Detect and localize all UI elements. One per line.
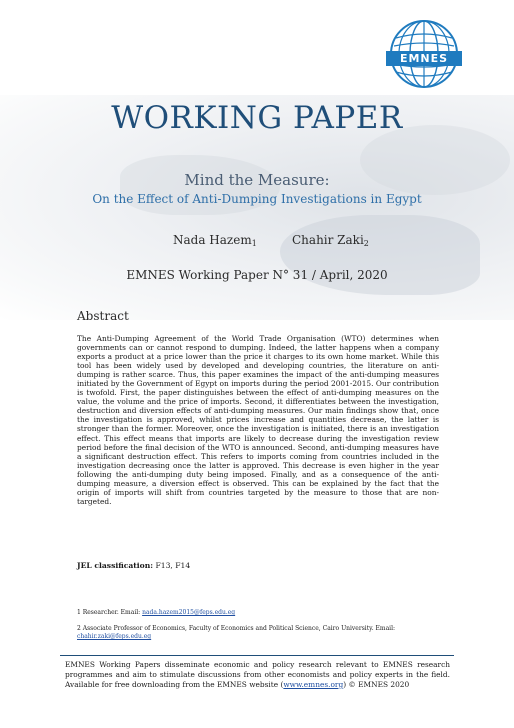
footnote-mark: 2 [77,625,81,632]
footer-text: EMNES Working Papers disseminate economic and policy research relevant to EMNES research programmes and aim to stimulate discussions from other economists and policy experts in the field. Available for free downloading from the EMNES website ( [65,660,450,689]
footer-copyright: ) © EMNES 2020 [343,680,410,689]
paper-subtitle: On the Effect of Anti-Dumping Investigations in Egypt [92,192,422,206]
map-shape [280,215,480,295]
jel-codes: F13, F14 [153,561,191,570]
email-link[interactable]: nada.hazem2015@feps.edu.eg [142,609,236,616]
paper-title: Mind the Measure: [184,171,330,189]
page-title: WORKING PAPER [111,100,403,136]
email-link[interactable]: chahir.zaki@feps.edu.eg [77,633,152,640]
abstract-body: The Anti-Dumping Agreement of the World Trade Organisation (WTO) determines when governments can or cannot respond to dumping. Indeed, the latter happens when a company exports a product at a price lower than the price it charges to its own home market. While this tool has been widely used by developed and developing countries, the literature on anti-dumping is rather scarce. Thus, this paper examines the impact of the anti-dumping measures initiated by the Government of Egypt on imports during the period 2001-2015. Our contribution is twofold. First, the paper distinguishes between the effect of anti-dumping measures on the value, the volume and the price of imports. Second, it differentiates between the investigation, destruction and diversion effects of anti-dumping measures. Our main findings show that, once the investigation is approved, whilst prices increase and quantities decrease, the latter is stronger than the former. Moreover, once the investigation is initiated, there is an investigation effect. This effect means that imports are likely to decrease during the investigation review period before the final decision of the WTO is announced. Second, anti-dumping measures have a significant destruction effect. This refers to imports coming from countries included in the investigation decreasing once the latter is approved. This decrease is even higher in the year following the anti-dumping duty being imposed. Finally, and as a consequence of the anti-dumping measure, a diversion effect is observed. This can be explained by the fact that the origin of imports will shift from countries targeted by the measure to those that are non-targeted. [77,334,439,506]
footnote-text: Associate Professor of Economics, Faculty of Economics and Political Science, Cairo University. Email: [80,625,396,632]
website-link[interactable]: www.emnes.org [283,680,344,689]
footnote-2 [77,625,439,641]
author-name: Nada Hazem [173,233,252,247]
author-1 [173,233,257,248]
footer-divider [60,655,454,656]
footnote-text: Researcher. Email: [80,609,143,616]
emnes-logo-text: EMNES [386,51,462,66]
footer-note [65,660,450,690]
working-paper-number: EMNES Working Paper N° 31 / April, 2020 [126,268,388,282]
footnote-mark: 2 [363,239,369,248]
footnote-mark: 1 [251,239,257,248]
author-name: Chahir Zaki [292,233,364,247]
author-2 [292,233,369,248]
abstract-heading: Abstract [77,309,129,323]
footnote-1 [77,609,235,616]
footnote-mark: 1 [77,609,81,616]
jel-label: JEL classification: [77,561,154,570]
jel-classification [77,561,190,570]
